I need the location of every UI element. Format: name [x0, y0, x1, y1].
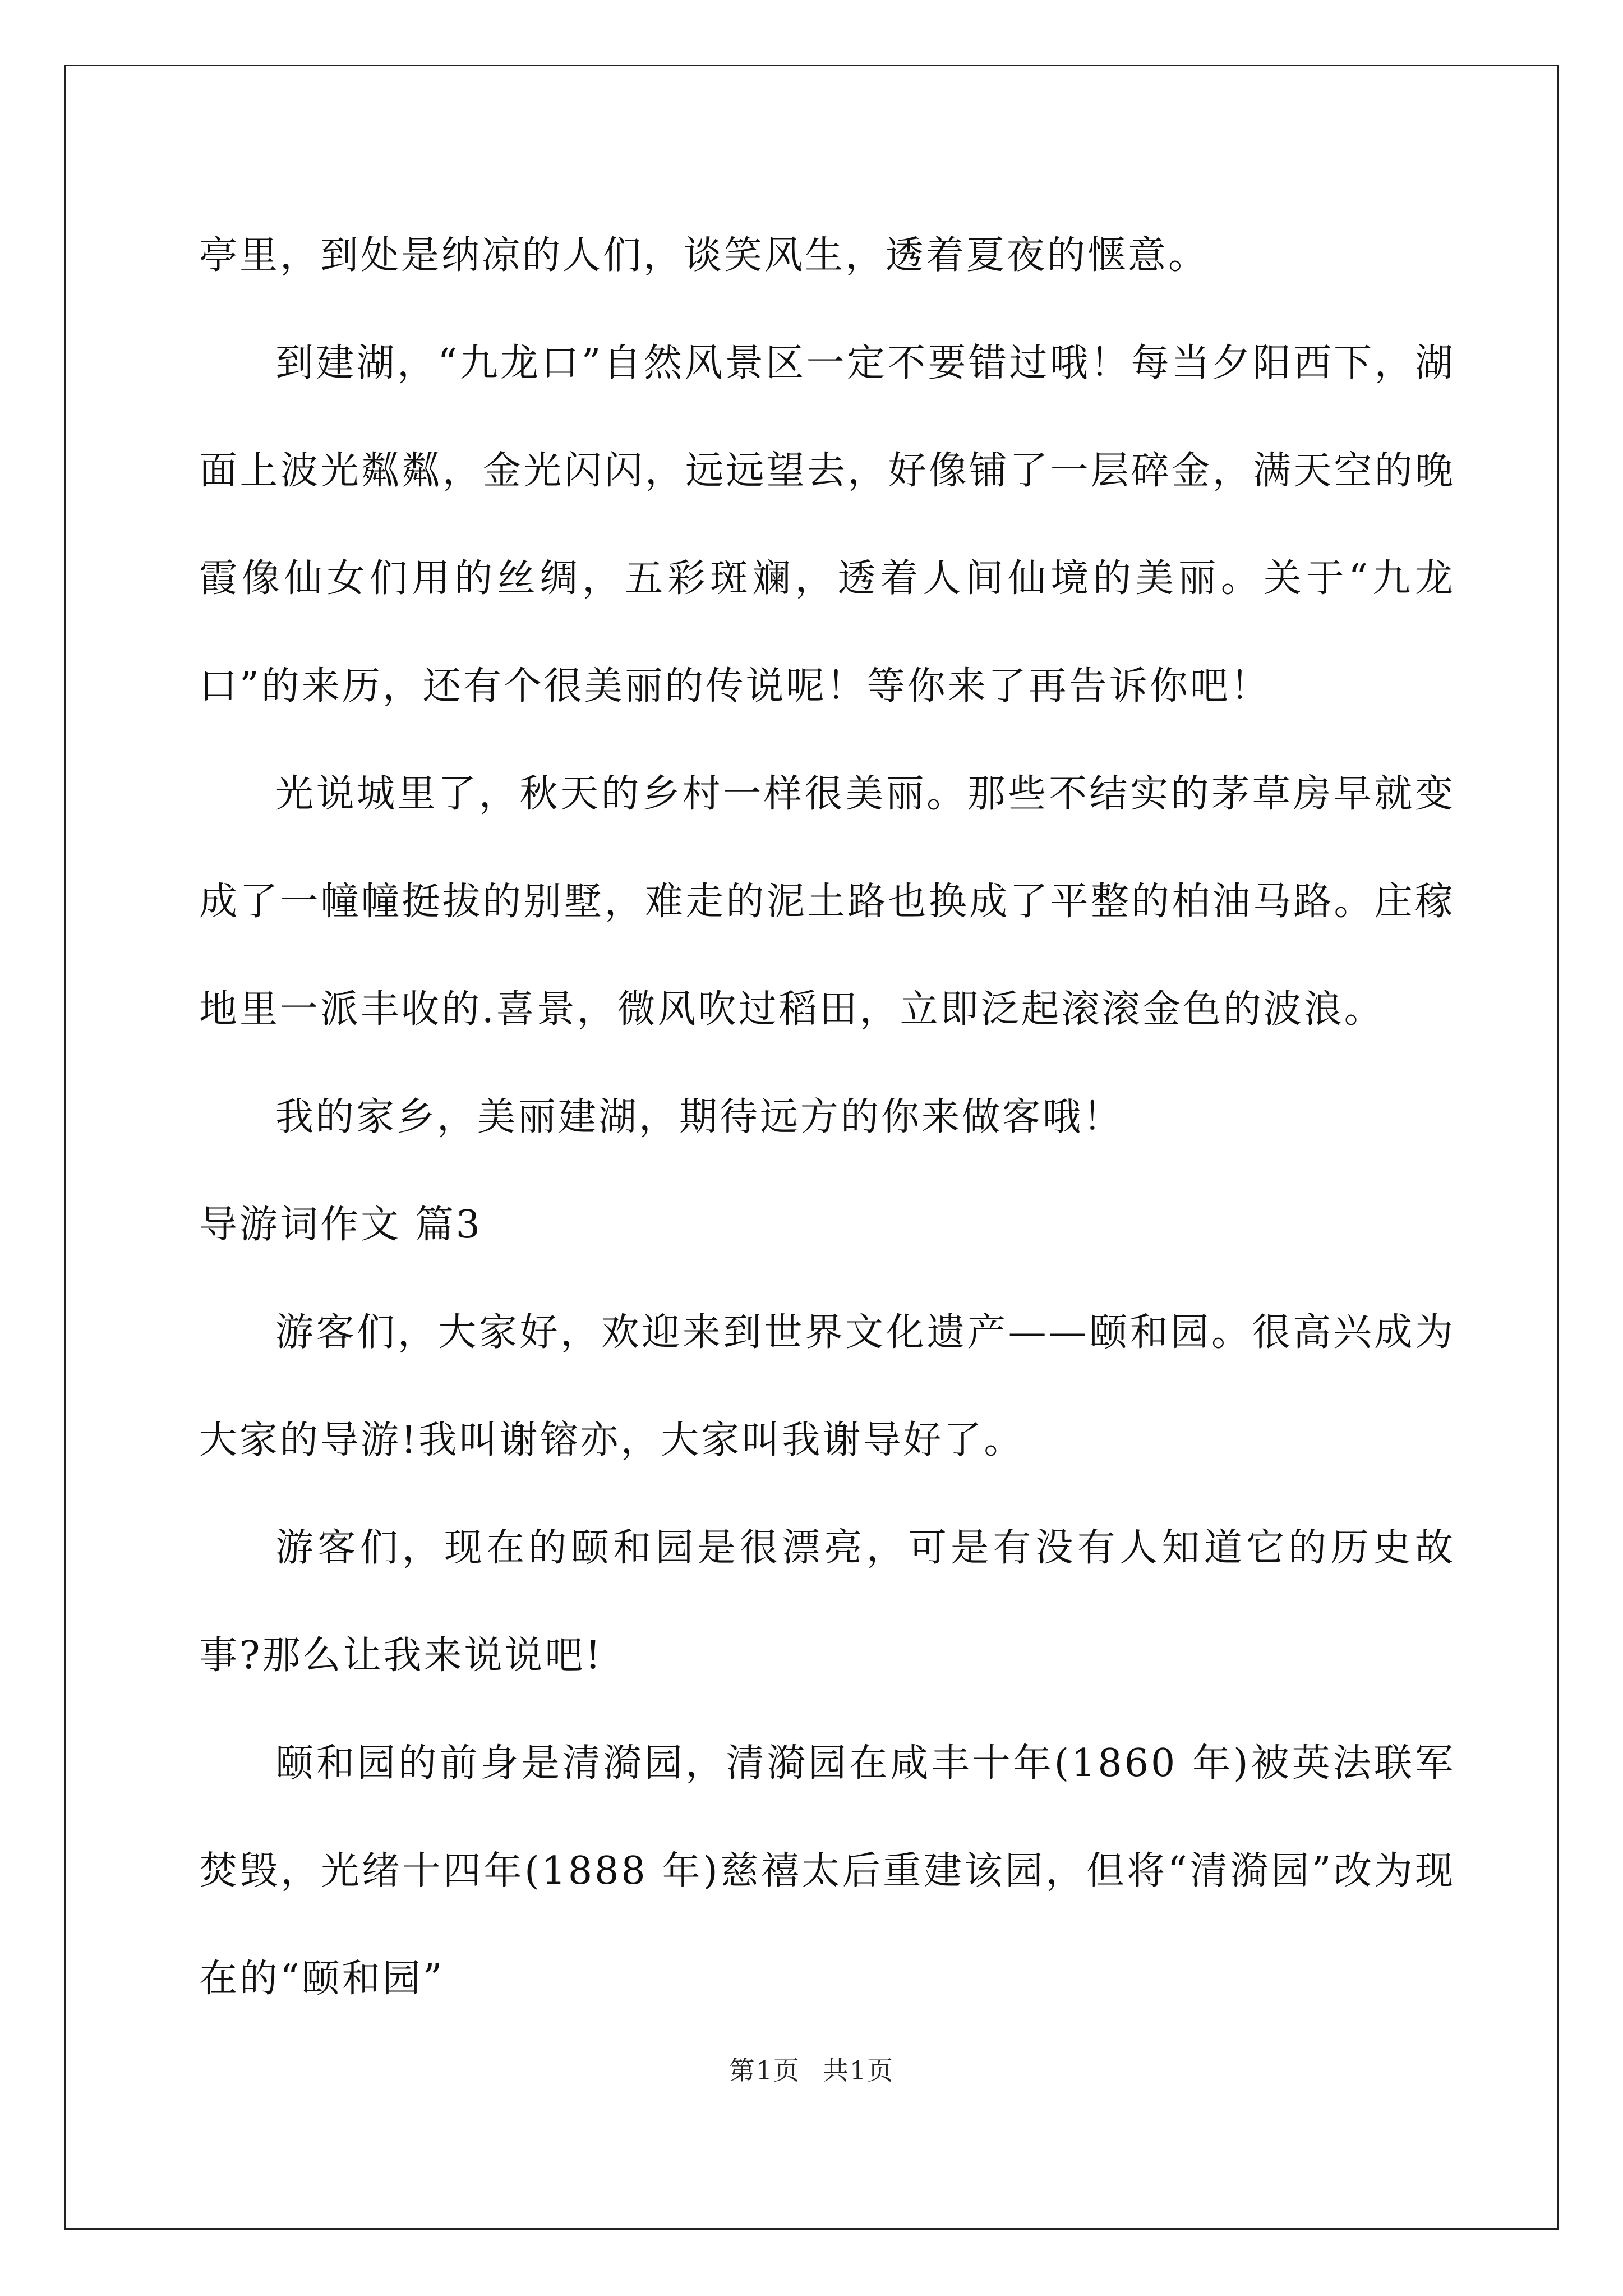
document-body	[199, 202, 1455, 2033]
page-number: 第1页	[728, 2055, 800, 2086]
page-footer	[0, 2050, 1623, 2087]
section-heading: 导游词作文 篇3	[199, 1203, 482, 1247]
page-total: 共1页	[823, 2055, 895, 2086]
paragraph-5: 游客们，大家好，欢迎来到世界文化遗产——颐和园。很高兴成为大家的导游!我叫谢镕亦，大家叫我谢导好了。	[199, 1310, 1455, 1462]
paragraph-6: 游客们，现在的颐和园是很漂亮，可是有没有人知道它的历史故事?那么让我来说说吧!	[199, 1526, 1455, 1678]
paragraph-7: 颐和园的前身是清漪园，清漪园在咸丰十年(1860 年)被英法联军焚毁，光绪十四年(1888 年)慈禧太后重建该园，但将“清漪园”改为现在的“颐和园”	[199, 1741, 1455, 2001]
paragraph-1: 亭里，到处是纳凉的人们，谈笑风生，透着夏夜的惬意。	[199, 233, 1209, 278]
paragraph-3: 光说城里了，秋天的乡村一样很美丽。那些不结实的茅草房早就变成了一幢幢挺拔的别墅，难走的泥土路也换成了平整的柏油马路。庄稼地里一派丰收的.喜景，微风吹过稻田，立即泛起滚滚金色的波浪。	[199, 772, 1455, 1032]
paragraph-2: 到建湖，“九龙口”自然风景区一定不要错过哦！每当夕阳西下，湖面上波光粼粼，金光闪闪，远远望去，好像铺了一层碎金，满天空的晚霞像仙女们用的丝绸，五彩斑斓，透着人间仙境的美丽。关于“九龙口”的来历，还有个很美丽的传说呢！等你来了再告诉你吧！	[199, 341, 1455, 708]
paragraph-4: 我的家乡，美丽建湖，期待远方的你来做客哦！	[275, 1095, 1124, 1139]
